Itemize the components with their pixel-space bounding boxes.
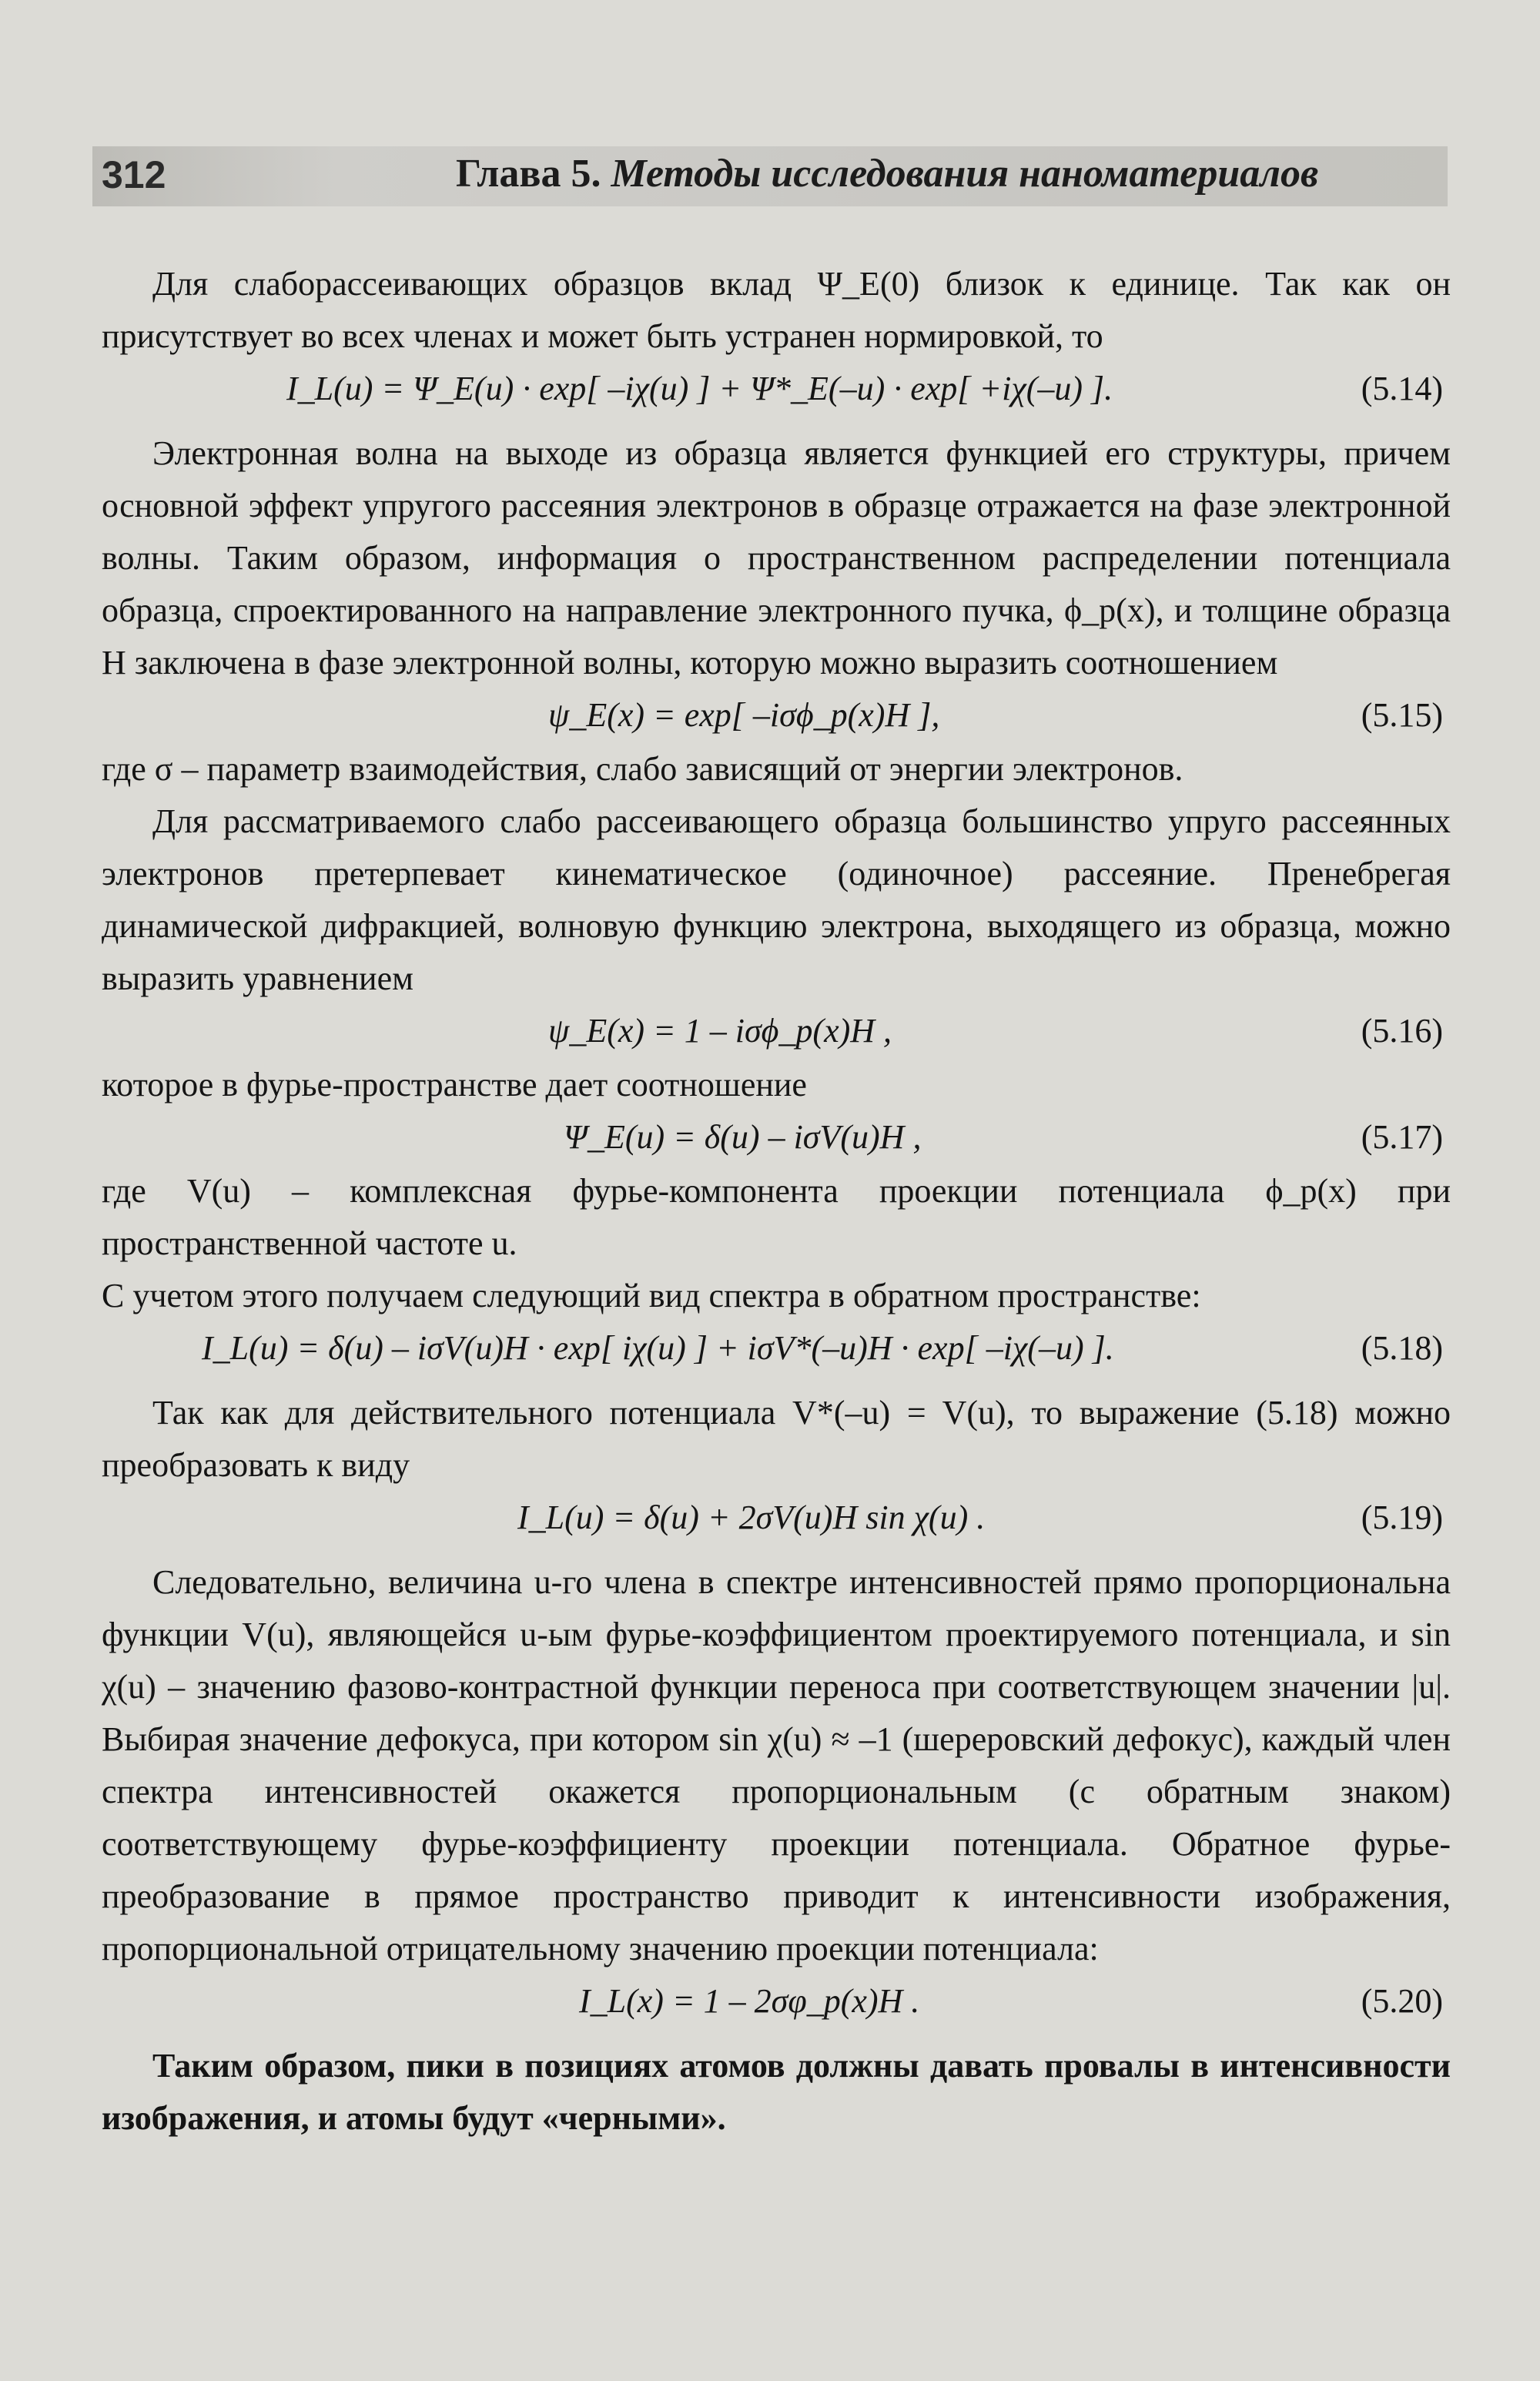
equation-number: (5.19) xyxy=(1361,1499,1443,1536)
paragraph: Следовательно, величина u-го члена в спектре интенсивностей прямо пропорциональна функции V(u), являющейся u-ым фурье-коэффициентом проектируемого потенциала, и sin χ(u) – значению фазово-контрастной функции переноса при соответствующем значении |u|. Выбирая значение дефокуса, при котором sin χ(u) ≈ –1 (шереровский дефокус), каждый член спектра интенсивностей окажется пропорциональным (с обратным знаком) соответствующему фурье-коэффициенту проекции потенциала. Обратное фурье-преобразование в прямое пространство приводит к интенсивности изображения, пропорциональной отрицательному значению проекции потенциала: xyxy=(102,1563,1451,1967)
equation-number: (5.16) xyxy=(1361,1012,1443,1050)
equation-formula: Ψ_E(u) = δ(u) – iσV(u)H , xyxy=(564,1118,922,1156)
equation-formula: I_L(u) = δ(u) + 2σV(u)H sin χ(u) . xyxy=(517,1499,986,1536)
equation-formula: I_L(x) = 1 – 2σφ_p(x)H . xyxy=(579,1982,920,2020)
chapter-prefix: Глава 5. xyxy=(456,152,611,196)
equation-number: (5.14) xyxy=(1361,370,1443,407)
paragraph: где V(u) – комплексная фурье-компонента проекции потенциала ϕ_p(x) при пространственной частоте u. xyxy=(102,1172,1451,1262)
equation-formula: ψ_E(x) = 1 – iσϕ_p(x)H , xyxy=(548,1012,892,1050)
paragraph: Для слаборассеивающих образцов вклад Ψ_E(0) близок к единице. Так как он присутствует во всех членах и может быть устранен нормировкой, то xyxy=(102,265,1451,355)
equation-5-19 xyxy=(102,1492,1451,1545)
equation-5-16 xyxy=(102,1005,1451,1059)
equation-number: (5.18) xyxy=(1361,1329,1443,1367)
body-text-top xyxy=(102,258,1451,2145)
running-head xyxy=(456,151,1318,196)
equation-5-17 xyxy=(102,1111,1451,1165)
page-number: 312 xyxy=(102,153,166,196)
equation-formula: ψ_E(x) = exp[ –iσϕ_p(x)H ], xyxy=(548,696,940,734)
paragraph: где σ – параметр взаимодействия, слабо зависящий от энергии электронов. xyxy=(102,750,1183,788)
equation-number: (5.20) xyxy=(1361,1982,1443,2020)
paragraph: которое в фурье-пространстве дает соотношение xyxy=(102,1066,807,1103)
equation-number: (5.15) xyxy=(1361,696,1443,734)
paragraph: С учетом этого получаем следующий вид спектра в обратном пространстве: xyxy=(102,1277,1201,1314)
equation-5-14 xyxy=(102,363,1451,417)
equation-formula: I_L(u) = Ψ_E(u) · exp[ –iχ(u) ] + Ψ*_E(–u) · exp[ +iχ(–u) ]. xyxy=(286,370,1113,407)
equation-number: (5.17) xyxy=(1361,1118,1443,1156)
paragraph-conclusion: Таким образом, пики в позициях атомов должны давать провалы в интенсивности изображения, и атомы будут «черными». xyxy=(102,2047,1451,2137)
chapter-title: Методы исследования наноматериалов xyxy=(611,152,1319,196)
equation-5-18 xyxy=(102,1322,1451,1376)
equation-5-15 xyxy=(102,689,1451,743)
paragraph: Электронная волна на выходе из образца является функцией его структуры, причем основной эффект упругого рассеяния электронов в образце отражается на фазе электронной волны. Таким образом, информация о пространственном распределении потенциала образца, спроектированного на направление электронного пучка, ϕ_p(x), и толщине образца H заключена в фазе электронной волны, которую можно выразить соотношением xyxy=(102,434,1451,681)
paragraph: Для рассматриваемого слабо рассеивающего образца большинство упруго рассеянных электронов претерпевает кинематическое (одиночное) рассеяние. Пренебрегая динамической дифракцией, волновую функцию электрона, выходящего из образца, можно выразить уравнением xyxy=(102,802,1451,997)
equation-5-20 xyxy=(102,1975,1451,2029)
equation-formula: I_L(u) = δ(u) – iσV(u)H · exp[ iχ(u) ] + iσV*(–u)H · exp[ –iχ(–u) ]. xyxy=(202,1329,1114,1367)
paragraph: Так как для действительного потенциала V*(–u) = V(u), то выражение (5.18) можно преобразовать к виду xyxy=(102,1394,1451,1484)
